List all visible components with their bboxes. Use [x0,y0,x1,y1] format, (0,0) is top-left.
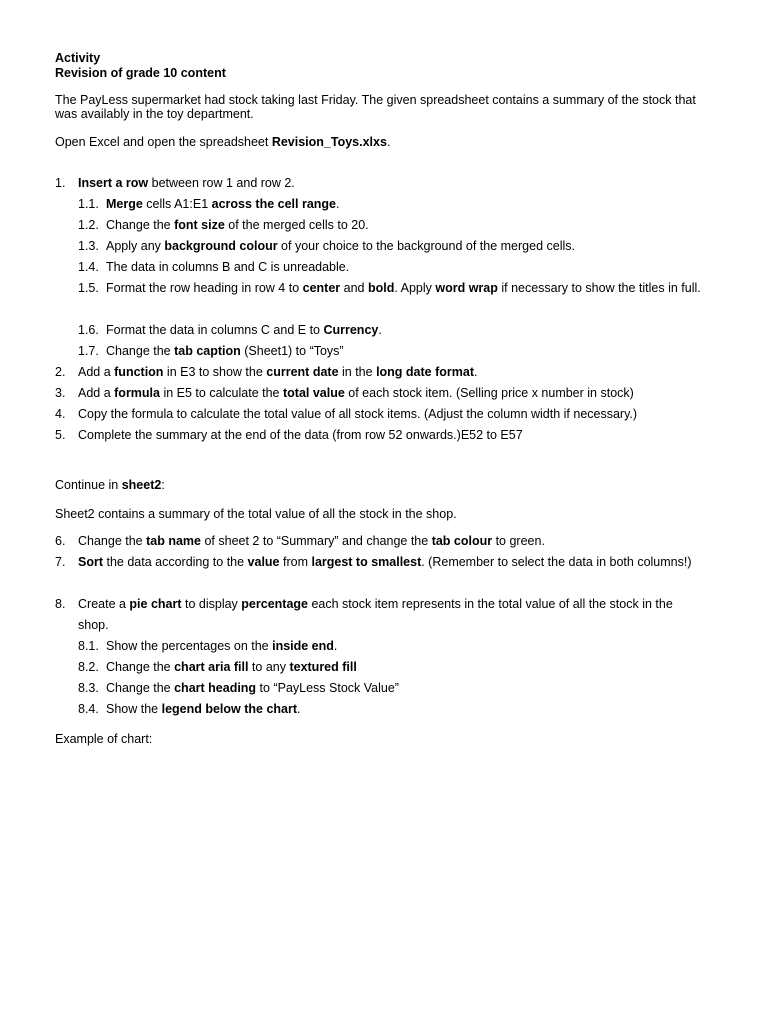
bold-term: legend below the chart [161,702,298,716]
continue-paragraph: Continue in sheet2: [55,478,165,492]
text-run: to “PayLess Stock Value” [256,681,399,695]
bold-term: textured fill [289,660,357,674]
list-item-number: 1.1. [78,197,99,211]
sheet2-label: sheet2 [121,478,162,492]
list-item-text [106,236,705,257]
list-item-text [78,425,705,446]
bold-term: inside end [272,639,334,653]
text-run: Add a [78,386,115,400]
text-run: between row 1 and row 2. [148,176,295,190]
list-item-text [106,678,705,699]
list-item-number: 8.1. [78,639,99,653]
bold-term: center [302,281,341,295]
list-item-number: 7. [55,555,66,569]
list-item-number: 1. [55,176,66,190]
text-run: of sheet 2 to “Summary” and change the [201,534,432,548]
text-run: from [279,555,312,569]
document-heading [55,51,226,81]
list-item-text [106,699,705,720]
bold-term: pie chart [129,597,182,611]
text-run: . [473,365,478,379]
text-run: Change the [106,344,175,358]
list-item-number: 6. [55,534,66,548]
sheet2-description: Sheet2 contains a summary of the total value of all the stock in the shop. [55,507,457,521]
text-run: Complete the summary at the end of the data (from row 52 onwards.)E52 to E57 [78,428,523,442]
text-run: the data according to the [103,555,248,569]
text-run: Change the [106,681,175,695]
text-run: to display [181,597,242,611]
list-item-number: 5. [55,428,66,442]
text-run: . [378,323,382,337]
text-run: of the merged cells to 20. [224,218,369,232]
list-item-number: 8.2. [78,660,99,674]
list-item-number: 4. [55,407,66,421]
text-run: Change the [78,534,147,548]
text-run: Create a [78,597,130,611]
text-run: to any [248,660,290,674]
list-item-number: 8.3. [78,681,99,695]
text-run: Change the [106,660,175,674]
bold-term: Merge [106,197,143,211]
list-item-text [106,657,705,678]
bold-term: largest to smallest [311,555,422,569]
bold-term: function [114,365,164,379]
text-run: Copy the formula to calculate the total value of all stock items. (Adjust the column width if necessary.) [78,407,638,421]
bold-term: bold [367,281,395,295]
bold-term: Currency [323,323,379,337]
list-item-number: 3. [55,386,66,400]
text-run: to green. [492,534,545,548]
bold-term: Insert a row [78,176,149,190]
list-item-text [78,531,705,552]
text-run: Add a [78,365,115,379]
list-item-number: 1.7. [78,344,99,358]
text-run: Show the percentages on the [106,639,273,653]
intro-paragraph: The PayLess supermarket had stock taking last Friday. The given spreadsheet contains a summary of the stock that was availably in the toy department. [55,93,696,121]
list-item-text [78,362,705,383]
list-item-text [106,194,705,215]
list-item-number: 1.3. [78,239,99,253]
bold-term: tab caption [174,344,241,358]
text-run: . [333,639,338,653]
text-run: in E3 to show the [163,365,267,379]
text-run: Format the data in columns C and E to [106,323,324,337]
list-item-text [78,552,705,573]
text-run: Show the [106,702,162,716]
text-run: (Sheet1) to “Toys” [240,344,344,358]
list-item-number: 8.4. [78,702,99,716]
bold-term: formula [114,386,160,400]
bold-term: tab colour [431,534,493,548]
list-item-number: 1.5. [78,281,99,295]
text-run: and [340,281,368,295]
list-item-text [106,636,705,657]
bold-term: Sort [78,555,103,569]
text-run: each stock item represents in the total value of all the stock in the shop. [78,597,673,632]
text-run: in the [338,365,377,379]
bold-term: total value [282,386,345,400]
example-of-chart-label: Example of chart: [55,732,153,746]
bold-term: tab name [146,534,201,548]
list-item-text [106,215,705,236]
list-item-text [106,257,705,278]
spreadsheet-filename: Revision_Toys.xlxs [271,135,387,149]
list-item-number: 2. [55,365,66,379]
text-run: of each stock item. (Selling price x number in stock) [344,386,634,400]
text-run: Apply any [106,239,165,253]
list-item-number: 1.6. [78,323,99,337]
text-run: . (Remember to select the data in both columns!) [421,555,692,569]
text-run: of your choice to the background of the merged cells. [277,239,575,253]
revision-subtitle: Revision of grade 10 content [55,66,226,80]
bold-term: chart heading [174,681,257,695]
bold-term: long date format [376,365,474,379]
list-item-text [78,404,705,425]
text-run: . [336,197,340,211]
list-item-text [78,594,705,636]
text-run: . [297,702,301,716]
text-run: Change the [106,218,175,232]
list-item-text [106,278,705,299]
list-item-number: 8. [55,597,66,611]
bold-term: current date [266,365,339,379]
list-item-number: 1.2. [78,218,99,232]
bold-term: word wrap [435,281,498,295]
bold-term: across the cell range [211,197,336,211]
list-item-text [106,341,705,362]
text-run: cells A1:E1 [142,197,212,211]
activity-title: Activity [55,51,101,65]
list-item-text [78,173,705,194]
list-item-number: 1.4. [78,260,99,274]
text-run: if necessary to show the titles in full. [497,281,701,295]
text-run: . Apply [394,281,436,295]
bold-term: chart aria fill [174,660,249,674]
text-run: in E5 to calculate the [159,386,283,400]
list-item-text [106,320,705,341]
bold-term: value [247,555,280,569]
list-item-text [78,383,705,404]
bold-term: background colour [164,239,278,253]
bold-term: font size [174,218,225,232]
bold-term: percentage [241,597,308,611]
open-spreadsheet-paragraph: Open Excel and open the spreadsheet Revision_Toys.xlxs. [55,135,391,149]
text-run: The data in columns B and C is unreadable. [106,260,350,274]
text-run: Format the row heading in row 4 to [106,281,303,295]
